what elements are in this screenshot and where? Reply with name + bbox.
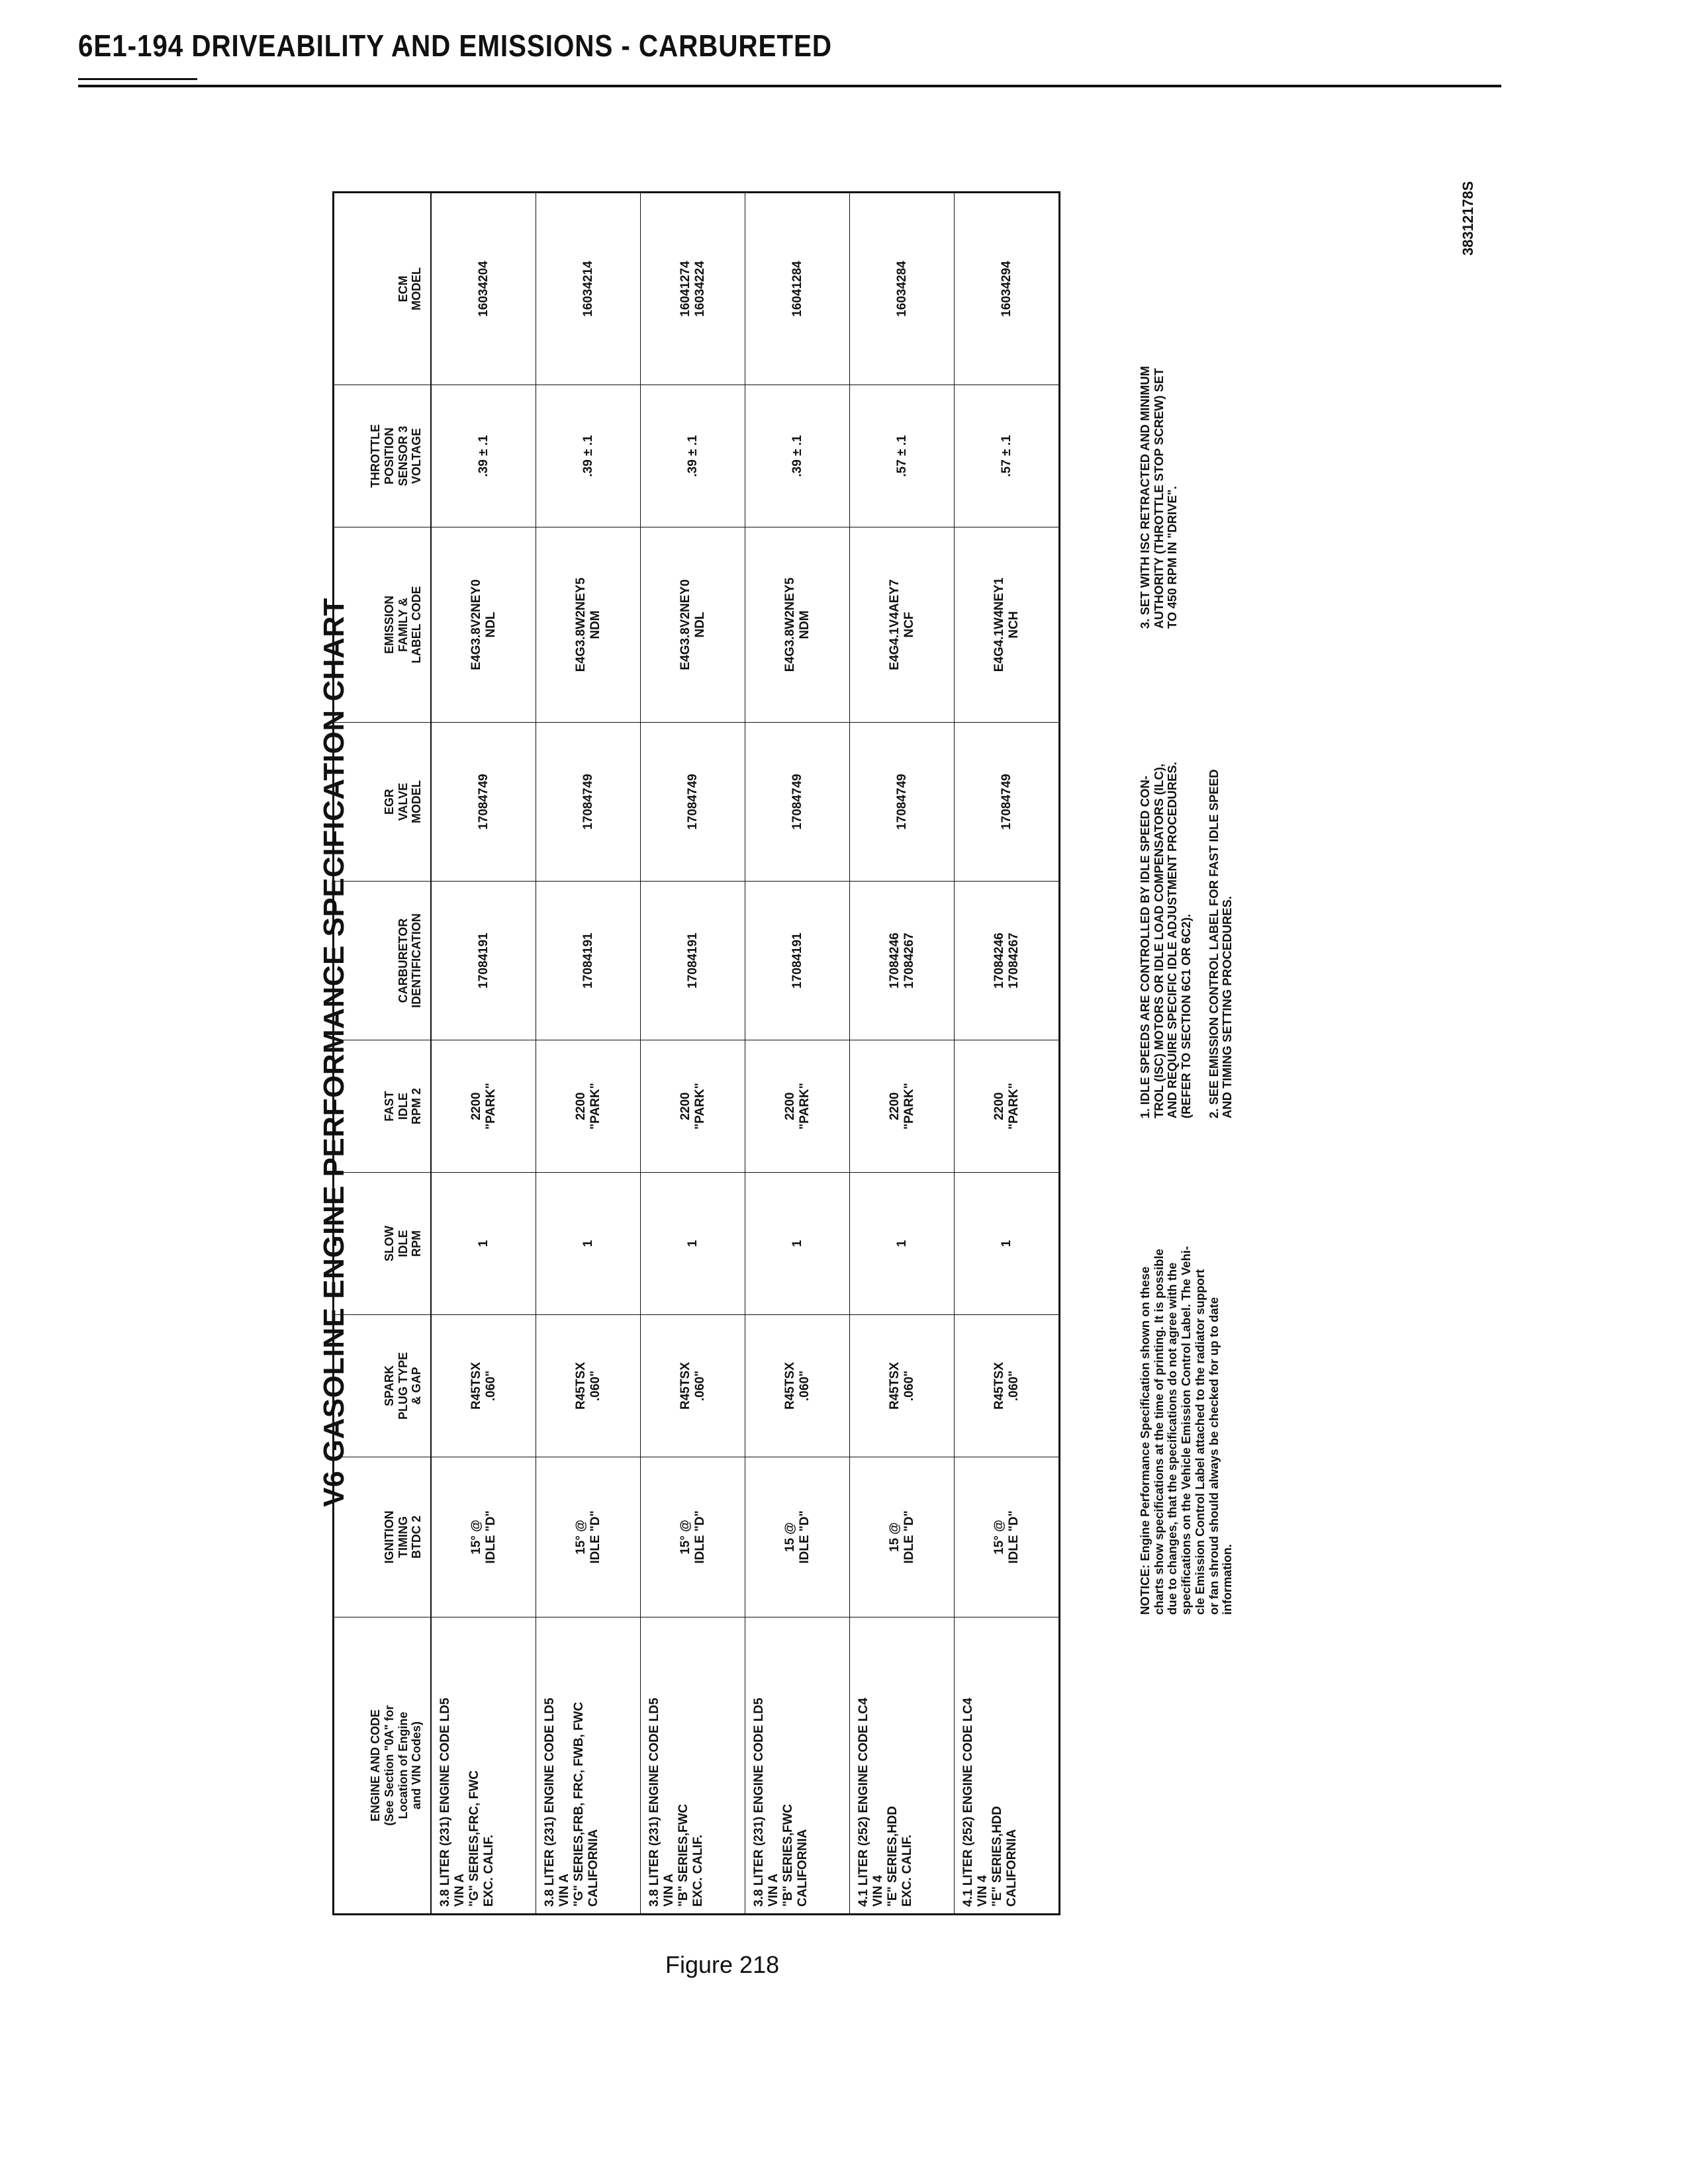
document-code: 38312178S — [1460, 181, 1476, 256]
cell-fast-idle: 2200 "PARK" — [850, 1040, 954, 1172]
page-header: 6E1-194 DRIVEABILITY AND EMISSIONS - CARBURETED — [78, 28, 833, 63]
cell-fast-idle: 2200 "PARK" — [641, 1040, 745, 1172]
cell-spark: R45TSX .060" — [641, 1314, 745, 1457]
cell-tps: .39 ± .1 — [432, 385, 536, 527]
cell-ignition: 15° @ IDLE "D" — [536, 1457, 640, 1617]
header-rule — [78, 85, 1501, 87]
footnotes-1-2: 1. IDLE SPEEDS ARE CONTROLLED BY IDLE SPEED CON- TROL (ISC) MOTORS OR IDLE LOAD COMPENSATORS (ILC), AND REQUIRE SPECIFIC IDLE ADJUSTMENT PROCEDURES. (REFER TO SECTION 6C1 OR 6C2). 2. SEE EMISSION CONTROL LABEL FOR FAST IDLE SPEED AND TIMING SETTING PROCEDURES. — [1138, 762, 1235, 1118]
cell-carburetor: 17084191 — [745, 881, 849, 1040]
cell-tps: .39 ± .1 — [641, 385, 745, 527]
cell-slow-idle: 1 — [745, 1172, 849, 1314]
cell-slow-idle: 1 — [641, 1172, 745, 1314]
cell-tps: .39 ± .1 — [536, 385, 640, 527]
cell-fast-idle: 2200 "PARK" — [536, 1040, 640, 1172]
table-row — [536, 193, 641, 1913]
cell-spark: R45TSX .060" — [745, 1314, 849, 1457]
cell-ecm: 16034284 — [894, 261, 909, 317]
cell-tps: .57 ± .1 — [955, 385, 1058, 527]
cell-slow-idle: 1 — [955, 1172, 1058, 1314]
cell-egr: 17084749 — [745, 722, 849, 881]
cell-ecm: 16034294 — [999, 261, 1013, 317]
cell-emission: E4G3.8W2NEY5 NDM — [536, 527, 640, 722]
table-row — [432, 193, 536, 1913]
header-egr-valve: EGR VALVE MODEL — [334, 722, 430, 881]
cell-carburetor: 17084246 17084267 — [955, 881, 1058, 1040]
cell-egr: 17084749 — [536, 722, 640, 881]
cell-engine: 4.1 LITER (252) ENGINE CODE LC4 VIN 4 "E" SERIES,HDD CALIFORNIA — [955, 1617, 1058, 1913]
cell-ignition: 15° @ IDLE "D" — [955, 1457, 1058, 1617]
table-header-row — [334, 193, 432, 1913]
cell-tps: .57 ± .1 — [850, 385, 954, 527]
cell-fast-idle: 2200 "PARK" — [432, 1040, 536, 1172]
footnote-3: 3. SET WITH ISC RETRACTED AND MINIMUM AUTHORITY (THROTTLE STOP SCREW) SET TO 450 RPM IN "DRIVE". — [1138, 365, 1180, 629]
cell-ignition: 15° @ IDLE "D" — [432, 1457, 536, 1617]
header-ignition-timing: IGNITION TIMING BTDC 2 — [334, 1457, 430, 1617]
cell-ignition: 15 @ IDLE "D" — [745, 1457, 849, 1617]
cell-tps: .39 ± .1 — [745, 385, 849, 527]
cell-carburetor: 17084191 — [536, 881, 640, 1040]
chart-title: V6 GASOLINE ENGINE PERFORMANCE SPECIFICATION CHART — [318, 598, 350, 1507]
cell-ecm: 16034204 — [476, 261, 491, 317]
cell-spark: R45TSX .060" — [955, 1314, 1058, 1457]
table-row — [850, 193, 955, 1913]
cell-emission: E4G4.1W4NEY1 NCH — [955, 527, 1058, 722]
cell-emission: E4G4.1V4AEY7 NCF — [850, 527, 954, 722]
header-accent-rule — [78, 78, 197, 80]
rotated-spec-chart — [318, 132, 1456, 1972]
cell-slow-idle: 1 — [432, 1172, 536, 1314]
cell-slow-idle: 1 — [536, 1172, 640, 1314]
cell-carburetor: 17084191 — [432, 881, 536, 1040]
cell-egr: 17084749 — [432, 722, 536, 881]
header-tps-voltage: THROTTLE POSITION SENSOR 3 VOLTAGE — [334, 385, 430, 527]
table-row — [745, 193, 850, 1913]
cell-fast-idle: 2200 "PARK" — [745, 1040, 849, 1172]
cell-egr: 17084749 — [955, 722, 1058, 881]
header-fast-idle: FAST IDLE RPM 2 — [334, 1040, 430, 1172]
cell-carburetor: 17084246 17084267 — [850, 881, 954, 1040]
cell-engine: 3.8 LITER (231) ENGINE CODE LD5 VIN A "B" SERIES,FWC CALIFORNIA — [745, 1617, 849, 1913]
cell-ecm: 16034214 — [581, 261, 595, 317]
table-row — [641, 193, 745, 1913]
cell-slow-idle: 1 — [850, 1172, 954, 1314]
cell-emission: E4G3.8V2NEY0 NDL — [432, 527, 536, 722]
cell-egr: 17084749 — [641, 722, 745, 881]
cell-emission: E4G3.8W2NEY5 NDM — [745, 527, 849, 722]
cell-engine: 3.8 LITER (231) ENGINE CODE LD5 VIN A "G" SERIES,FRB, FRC, FWB, FWC CALIFORNIA — [536, 1617, 640, 1913]
header-carburetor: CARBURETOR IDENTIFICATION — [334, 881, 430, 1040]
figure-label: Figure 218 — [665, 1951, 780, 1978]
notice-text: NOTICE: Engine Performance Specification shown on these charts show specifications at the time of printing. It is possible due to changes, that the specifications do not agree with the specifications on the Vehicle Emission Control Label. The Vehi- cle Emission Control Label attached to the radiator support or fan shroud should always be checked for up to date information. — [1138, 1246, 1235, 1615]
table-row — [955, 193, 1058, 1913]
cell-ecm: 16041274 16034224 — [678, 261, 707, 317]
cell-ecm: 16041284 — [790, 261, 804, 317]
cell-engine: 4.1 LITER (252) ENGINE CODE LC4 VIN 4 "E" SERIES,HDD EXC. CALIF. — [850, 1617, 954, 1913]
cell-carburetor: 17084191 — [641, 881, 745, 1040]
cell-engine: 3.8 LITER (231) ENGINE CODE LD5 VIN A "B" SERIES,FWC EXC. CALIF. — [641, 1617, 745, 1913]
cell-spark: R45TSX .060" — [432, 1314, 536, 1457]
header-spark-plug: SPARK PLUG TYPE & GAP — [334, 1314, 430, 1457]
cell-egr: 17084749 — [850, 722, 954, 881]
cell-ignition: 15 @ IDLE "D" — [850, 1457, 954, 1617]
spec-table — [332, 191, 1060, 1915]
cell-emission: E4G3.8V2NEY0 NDL — [641, 527, 745, 722]
header-ecm-model: ECM MODEL — [396, 267, 424, 310]
cell-spark: R45TSX .060" — [536, 1314, 640, 1457]
header-slow-idle: SLOW IDLE RPM — [334, 1172, 430, 1314]
cell-ignition: 15° @ IDLE "D" — [641, 1457, 745, 1617]
cell-fast-idle: 2200 "PARK" — [955, 1040, 1058, 1172]
cell-engine: 3.8 LITER (231) ENGINE CODE LD5 VIN A "G" SERIES,FRC, FWC EXC. CALIF. — [432, 1617, 536, 1913]
header-engine-code: ENGINE AND CODE (See Section "0A" for Location of Engine and VIN Codes) — [334, 1617, 430, 1913]
cell-spark: R45TSX .060" — [850, 1314, 954, 1457]
header-emission-family: EMISSION FAMILY & LABEL CODE — [334, 527, 430, 722]
